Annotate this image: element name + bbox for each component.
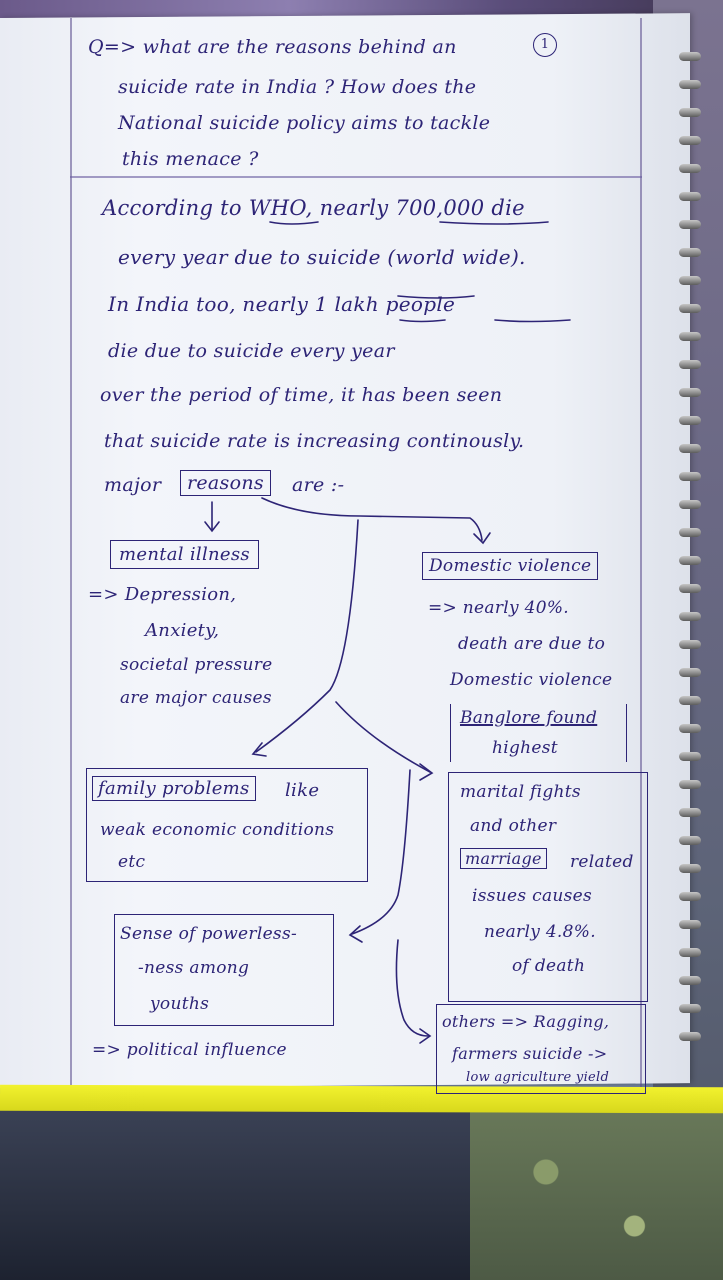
mental-line-2: Anxiety, bbox=[145, 620, 220, 641]
intro-major: major bbox=[104, 474, 162, 496]
powerless-line-1: Sense of powerless- bbox=[120, 924, 298, 944]
marital-line-1: marital fights bbox=[460, 782, 581, 802]
mental-line-1: => Depression, bbox=[88, 584, 237, 605]
powerless-line-2: -ness among bbox=[138, 958, 250, 978]
marriage-box: marriage bbox=[460, 848, 547, 869]
others-line-1: others => Ragging, bbox=[442, 1012, 610, 1031]
family-line-2: weak economic conditions bbox=[100, 820, 335, 840]
intro-line-5: over the period of time, it has been seen bbox=[100, 384, 503, 406]
marital-line-6: of death bbox=[512, 956, 586, 976]
family-problems-label: family problems bbox=[92, 776, 256, 801]
question-divider bbox=[70, 176, 642, 178]
domestic-line-1: => nearly 40%. bbox=[428, 598, 569, 618]
family-line-3: etc bbox=[118, 852, 146, 872]
mental-illness-box: mental illness bbox=[110, 540, 259, 569]
background-dark-cloth bbox=[0, 1100, 470, 1280]
question-line-1: Q=> what are the reasons behind an bbox=[88, 36, 457, 58]
intro-are: are :- bbox=[292, 474, 345, 496]
intro-line-4: die due to suicide every year bbox=[108, 340, 395, 362]
question-number-circle: 1 bbox=[533, 33, 557, 57]
powerless-line-4: => political influence bbox=[92, 1040, 287, 1060]
domestic-line-5: highest bbox=[492, 738, 558, 758]
domestic-violence-box: Domestic violence bbox=[422, 552, 598, 580]
others-line-3: low agriculture yield bbox=[466, 1070, 610, 1085]
question-line-4: this menace ? bbox=[122, 148, 259, 170]
mental-line-4: are major causes bbox=[120, 688, 272, 708]
mental-line-3: societal pressure bbox=[120, 655, 273, 675]
marital-line-2: and other bbox=[470, 816, 557, 836]
marital-line-3-tail: related bbox=[570, 852, 634, 872]
family-line-1-tail: like bbox=[285, 780, 320, 801]
background-patterned-cloth bbox=[470, 1100, 723, 1280]
reasons-box: reasons bbox=[180, 470, 271, 496]
question-line-2: suicide rate in India ? How does the bbox=[118, 76, 477, 98]
question-line-3: National suicide policy aims to tackle bbox=[118, 112, 491, 134]
intro-line-3: In India too, nearly 1 lakh people bbox=[108, 292, 456, 316]
domestic-line-4: Banglore found bbox=[460, 708, 598, 728]
domestic-line-2: death are due to bbox=[458, 634, 606, 654]
left-margin-line bbox=[70, 18, 72, 1088]
others-line-2: farmers suicide -> bbox=[452, 1044, 608, 1063]
marital-line-4: issues causes bbox=[472, 886, 593, 906]
domestic-line-3: Domestic violence bbox=[450, 670, 613, 690]
marital-line-5: nearly 4.8%. bbox=[484, 922, 596, 942]
powerless-line-3: youths bbox=[150, 994, 210, 1014]
intro-line-2: every year due to suicide (world wide). bbox=[118, 245, 526, 269]
intro-line-1: According to WHO, nearly 700,000 die bbox=[102, 196, 525, 220]
intro-line-6: that suicide rate is increasing continously. bbox=[104, 430, 525, 452]
